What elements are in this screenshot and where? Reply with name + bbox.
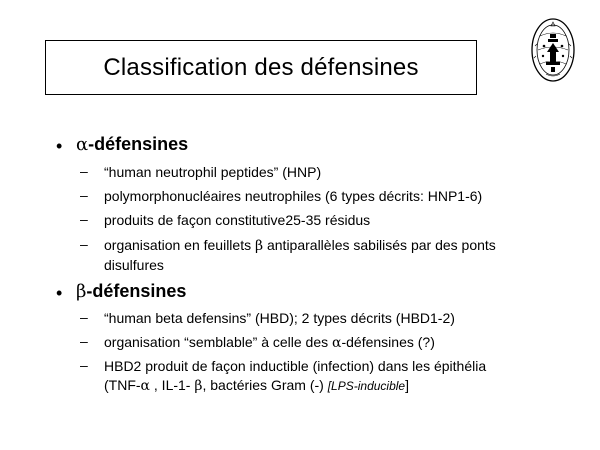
- list-item: [104, 236, 574, 275]
- list-item: polymorphonucléaires neutrophiles (6 types décrits: HNP1-6): [104, 188, 483, 204]
- item-text: (TNF-: [104, 377, 141, 393]
- alpha-symbol: α: [140, 378, 151, 394]
- dash: –: [80, 333, 88, 349]
- heading-text: -défensines: [86, 281, 187, 301]
- title-box: [45, 40, 477, 95]
- list-item: [104, 333, 574, 353]
- heading-beta-defensines: [76, 281, 186, 302]
- dash: –: [80, 236, 88, 252]
- list-item: produits de façon constitutive25-35 résidus: [104, 212, 371, 228]
- item-text-line2: disulfures: [104, 257, 164, 273]
- alpha-symbol: α: [76, 134, 89, 155]
- dash: –: [80, 211, 88, 227]
- item-text: antiparallèles sabilisés par des ponts: [263, 237, 496, 253]
- dash: –: [80, 357, 88, 373]
- item-text: organisation “semblable” à celle des: [104, 334, 333, 350]
- slide-title: Classification des défensines: [103, 53, 419, 81]
- alpha-symbol: α: [332, 335, 342, 351]
- list-item: “human beta defensins” (HBD); 2 types décrits (HBD1-2): [104, 310, 455, 326]
- dash: –: [80, 309, 88, 325]
- item-text: ]: [405, 377, 409, 393]
- item-text: , IL-1-: [150, 377, 195, 393]
- item-text: HBD2 produit de façon inductible (infection) dans les épithélia: [104, 358, 487, 374]
- dash: –: [80, 187, 88, 203]
- heading-alpha-defensines: [76, 134, 188, 155]
- list-item: “human neutrophil peptides” (HNP): [104, 164, 322, 180]
- university-seal-icon: [528, 16, 578, 84]
- dash: –: [80, 163, 88, 179]
- item-text: -défensines (?): [341, 334, 435, 350]
- lps-inducible-note: [LPS-inducible: [327, 379, 406, 393]
- item-text: organisation en feuillets: [104, 237, 255, 253]
- list-item: [104, 357, 574, 396]
- beta-symbol: β: [194, 378, 203, 394]
- bullet-alpha: •: [56, 136, 63, 156]
- heading-text: -défensines: [88, 134, 189, 154]
- item-text: , bactéries Gram (-): [202, 377, 328, 393]
- beta-symbol: β: [76, 281, 87, 302]
- beta-symbol: β: [255, 238, 264, 254]
- bullet-beta: •: [56, 283, 63, 303]
